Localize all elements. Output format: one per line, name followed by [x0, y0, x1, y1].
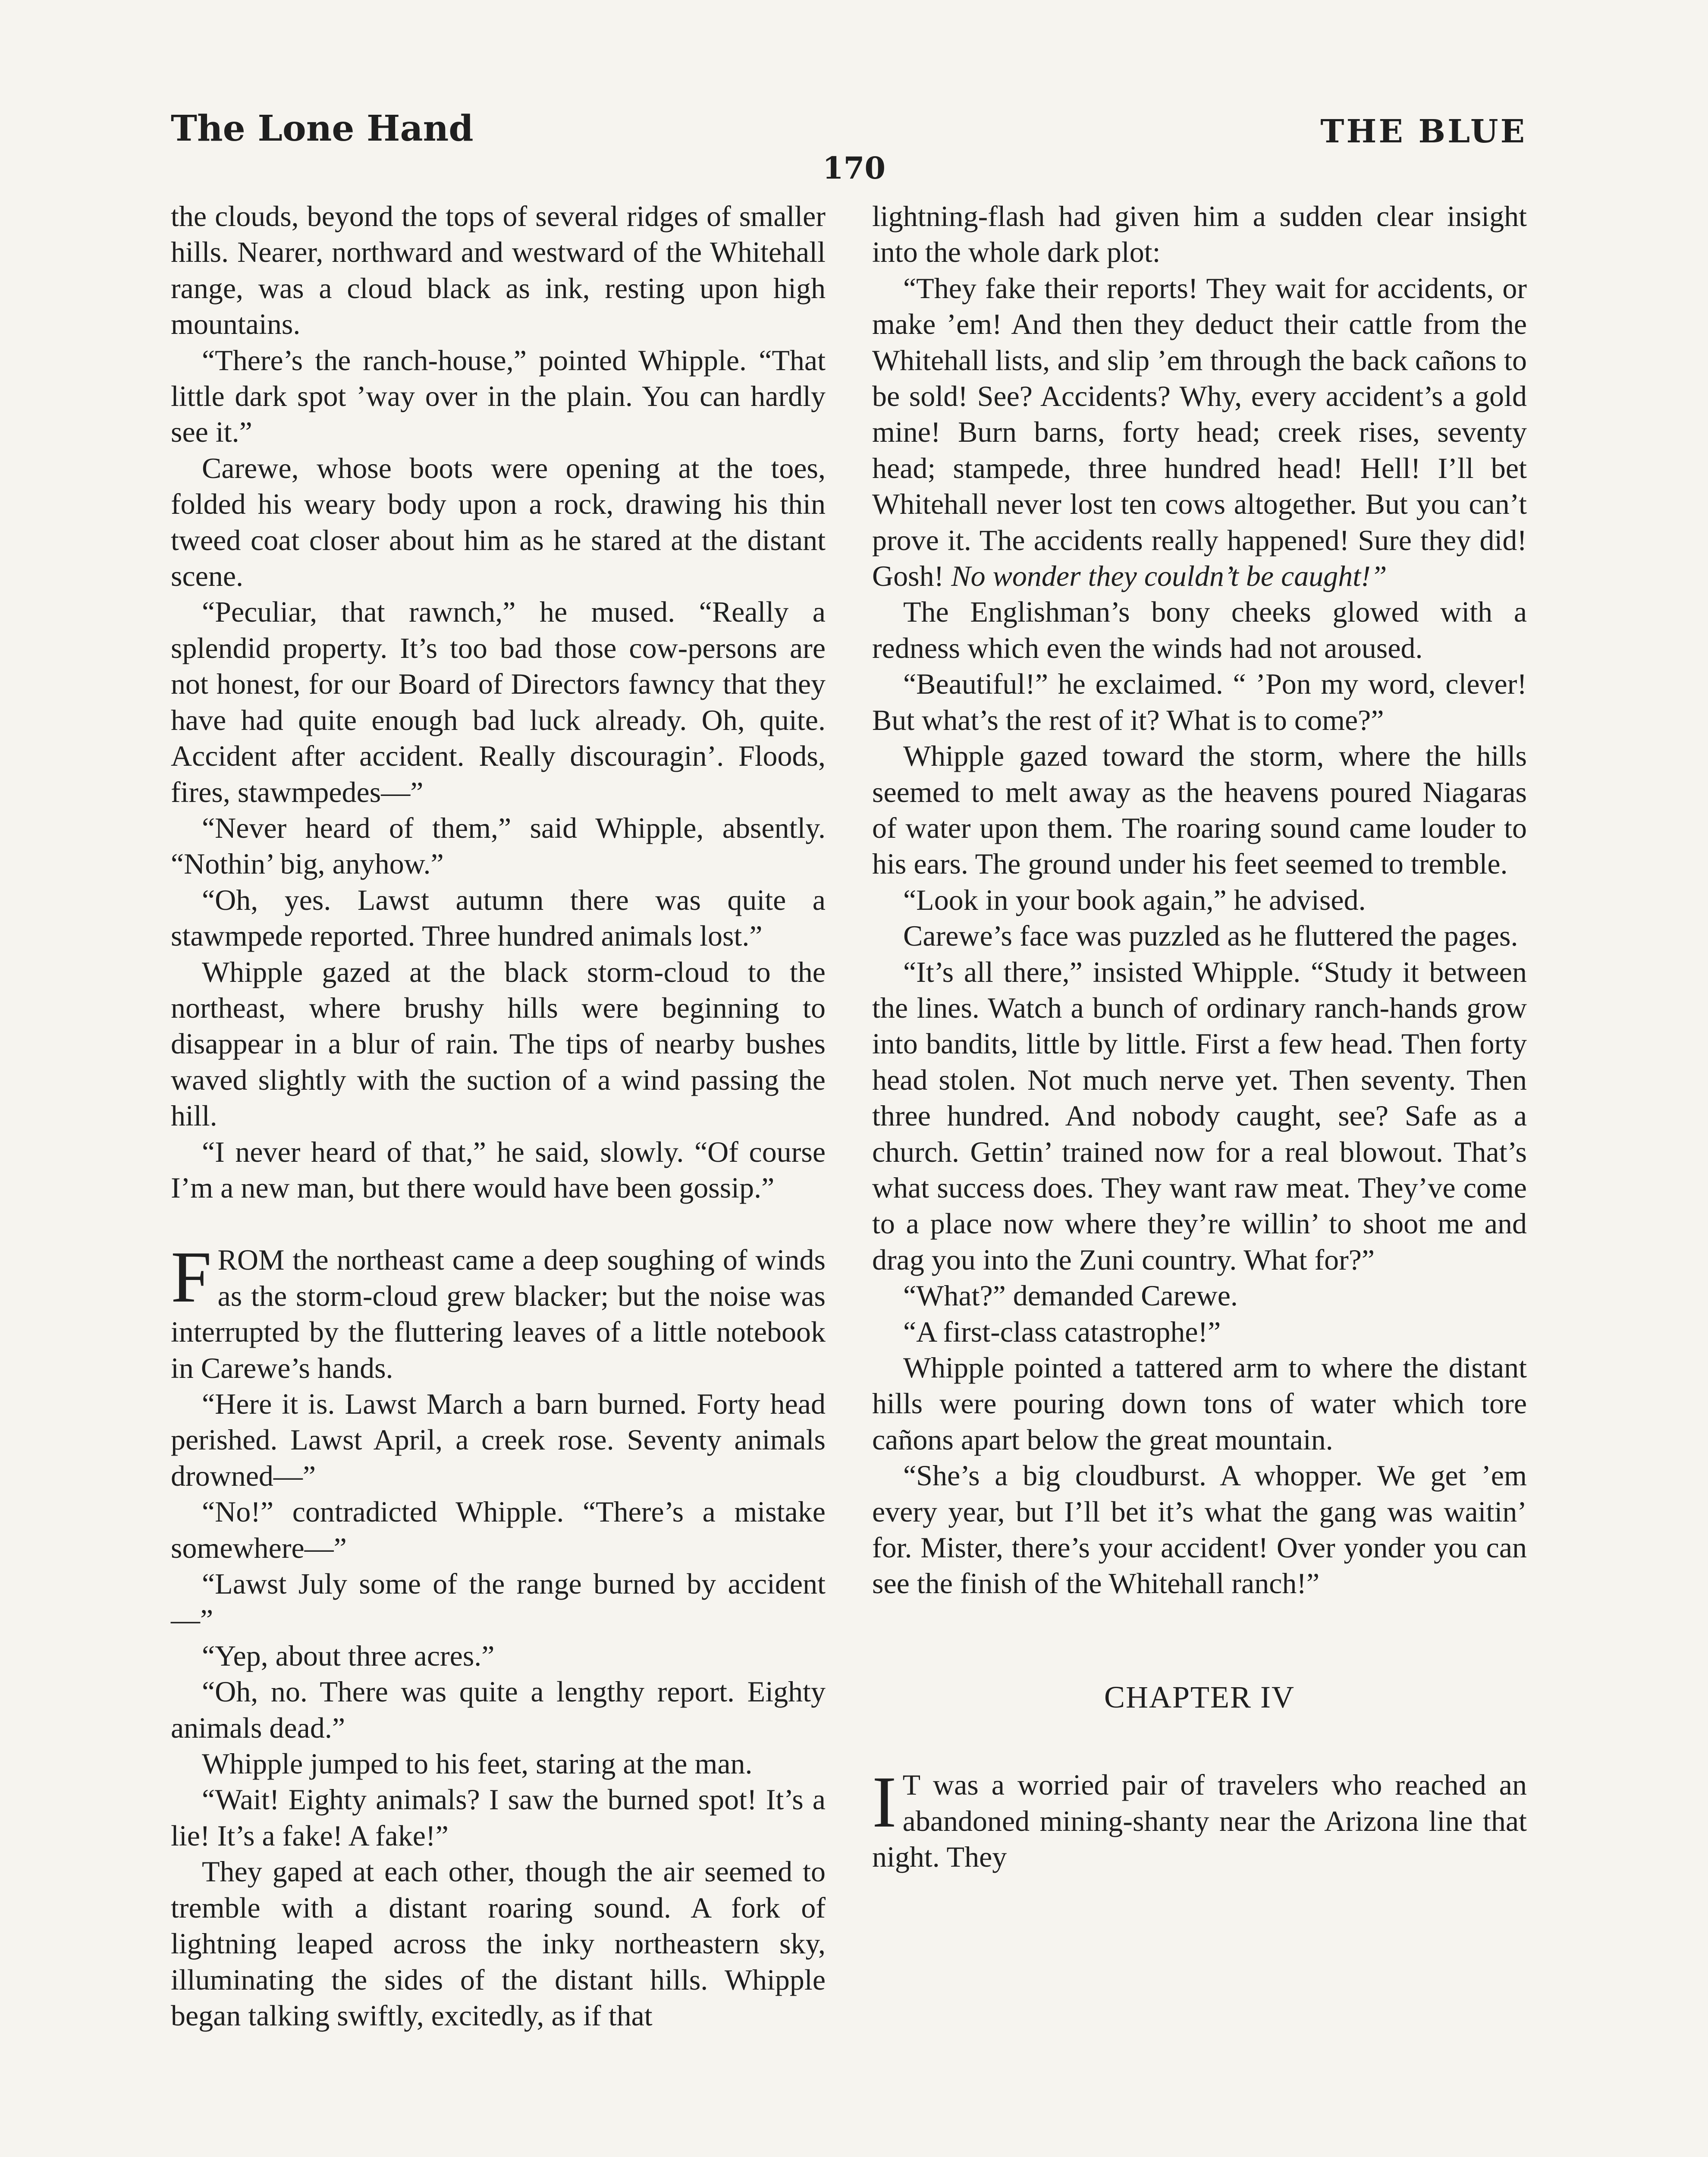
chapter-heading: CHAPTER IV: [1104, 1679, 1295, 1714]
paragraph: The Englishman’s bony cheeks glowed with a redness which even the winds had not aroused.: [872, 595, 1527, 664]
paragraph: They gaped at each other, though the air seemed to tremble with a distant roaring sound. A fork of lightning leaped across the inky northeastern sky, illuminating the sides of the distant hills. Whipple began talking swiftly, excitedly, as if that: [171, 1855, 826, 2032]
dropcap-paragraph: [171, 1236, 826, 1386]
drop-cap: F: [171, 1236, 212, 1318]
paragraph: [872, 270, 1527, 594]
dropcap-paragraph-text: T was a worried pair of travelers who reached an abandoned mining-shanty near the Arizona line that night. They: [872, 1768, 1527, 1874]
paragraph: “Here it is. Lawst March a barn burned. Forty head perished. Lawst April, a creek rose. Seventy animals drowned—”: [171, 1387, 826, 1492]
drop-cap: I: [872, 1761, 897, 1843]
paragraph: “Lawst July some of the range burned by accident—”: [171, 1567, 826, 1636]
paragraph: Whipple gazed toward the storm, where the hills seemed to melt away as the heavens poured Niagaras of water upon them. The roaring sound came louder to his ears. The ground under his feet seemed to tremble.: [872, 739, 1527, 880]
paragraph: “It’s all there,” insisted Whipple. “Study it between the lines. Watch a bunch of ordinary ranch-hands grow into bandits, little by little. First a few head. Then forty head stolen. Not much nerve yet. Then seventy. Then three hundred. And nobody caught, see? Safe as a church. Gettin’ trained now for a real blowout. That’s what success does. They want raw meat. They’ve come to a place now where they’re willin’ to shoot me and drag you into the Zuni country. What for?”: [872, 955, 1527, 1276]
paragraph: Carewe, whose boots were opening at the toes, folded his weary body upon a rock, drawing his thin tweed coat closer about him as he stared at the distant scene.: [171, 451, 826, 593]
paragraph: “She’s a big cloudburst. A whopper. We get ’em every year, but I’ll bet it’s what the gang was waitin’ for. Mister, there’s your accident! Over yonder you can see the finish of the Whitehall ranch!”: [872, 1459, 1527, 1600]
paragraph: “No!” contradicted Whipple. “There’s a mistake somewhere—”: [171, 1495, 826, 1564]
paragraph: “What?” demanded Carewe.: [903, 1279, 1238, 1312]
paragraph: “Beautiful!” he exclaimed. “ ’Pon my word, clever! But what’s the rest of it? What is to come?”: [872, 667, 1527, 736]
paragraph: “Oh, yes. Lawst autumn there was quite a stawmpede reported. Three hundred animals lost.”: [171, 883, 826, 953]
paragraph: “Wait! Eighty animals? I saw the burned spot! It’s a lie! It’s a fake! A fake!”: [171, 1783, 826, 1852]
magazine-title: The Lone Hand: [171, 108, 474, 149]
paragraph: Carewe’s face was puzzled as he fluttered the pages.: [903, 919, 1518, 953]
page-number: 170: [822, 150, 886, 186]
paragraph: Whipple pointed a tattered arm to where the distant hills were pouring down tons of water which tore cañons apart below the great mountain.: [872, 1351, 1527, 1456]
left-column: [171, 198, 826, 2157]
paragraph: “Never heard of them,” said Whipple, absently. “Nothin’ big, anyhow.”: [171, 811, 826, 880]
paragraph: “Yep, about three acres.”: [202, 1639, 495, 1672]
paragraph: “Look in your book again,” he advised.: [903, 883, 1366, 916]
section-break: [171, 1206, 826, 1242]
paragraph: lightning-flash had given him a sudden clear insight into the whole dark plot:: [872, 200, 1527, 269]
paragraph: “Peculiar, that rawnch,” he mused. “Really a splendid property. It’s too bad those cow-persons are not honest, for our Board of Directors fawncy that they have had quite enough bad luck already. Oh, quite. Accident after accident. Really discouragin’. Floods, fires, stawmpedes—”: [171, 595, 826, 808]
paragraph: Whipple gazed at the black storm-cloud to the northeast, where brushy hills were beginning to disappear in a blur of rain. The tips of nearby bushes waved slightly with the suction of a wind passing the hill.: [171, 955, 826, 1132]
paragraph: Whipple jumped to his feet, staring at the man.: [202, 1747, 753, 1780]
paragraph: the clouds, beyond the tops of several ridges of smaller hills. Nearer, northward and westward of the Whitehall range, was a cloud black as ink, resting upon high mountains.: [171, 200, 826, 341]
paragraph: “I never heard of that,” he said, slowly. “Of course I’m a new man, but there would have been gossip.”: [171, 1135, 826, 1204]
dropcap-paragraph-text: ROM the northeast came a deep soughing of winds as the storm-cloud grew blacker; but the noise was interrupted by the fluttering leaves of a little notebook in Carewe’s hands.: [171, 1243, 826, 1384]
paragraph: “There’s the ranch-house,” pointed Whipple. “That little dark spot ’way over in the plain. You can hardly see it.”: [171, 343, 826, 449]
dropcap-paragraph: [872, 1761, 1527, 1875]
story-title: THE BLUE: [1320, 113, 1527, 150]
italic-text: No wonder they couldn’t be caught!”: [951, 560, 1387, 593]
paragraph-text: “They fake their reports! They wait for accidents, or make ’em! And then they deduct their cattle from the Whitehall lists, and slip ’em through the back cañons to be sold! See? Accidents? Why, every accident’s a gold mine! Burn barns, forty head; creek rises, seventy head; stampede, three hundred head! Hell! I’ll bet Whitehall never lost ten cows altogether. But you can’t prove it. The accidents really happened! Sure they did! Gosh!: [872, 271, 1527, 593]
paragraph: “A first-class catastrophe!”: [903, 1315, 1221, 1348]
paragraph: “Oh, no. There was quite a lengthy report. Eighty animals dead.”: [171, 1675, 826, 1744]
right-column: [872, 198, 1527, 2157]
